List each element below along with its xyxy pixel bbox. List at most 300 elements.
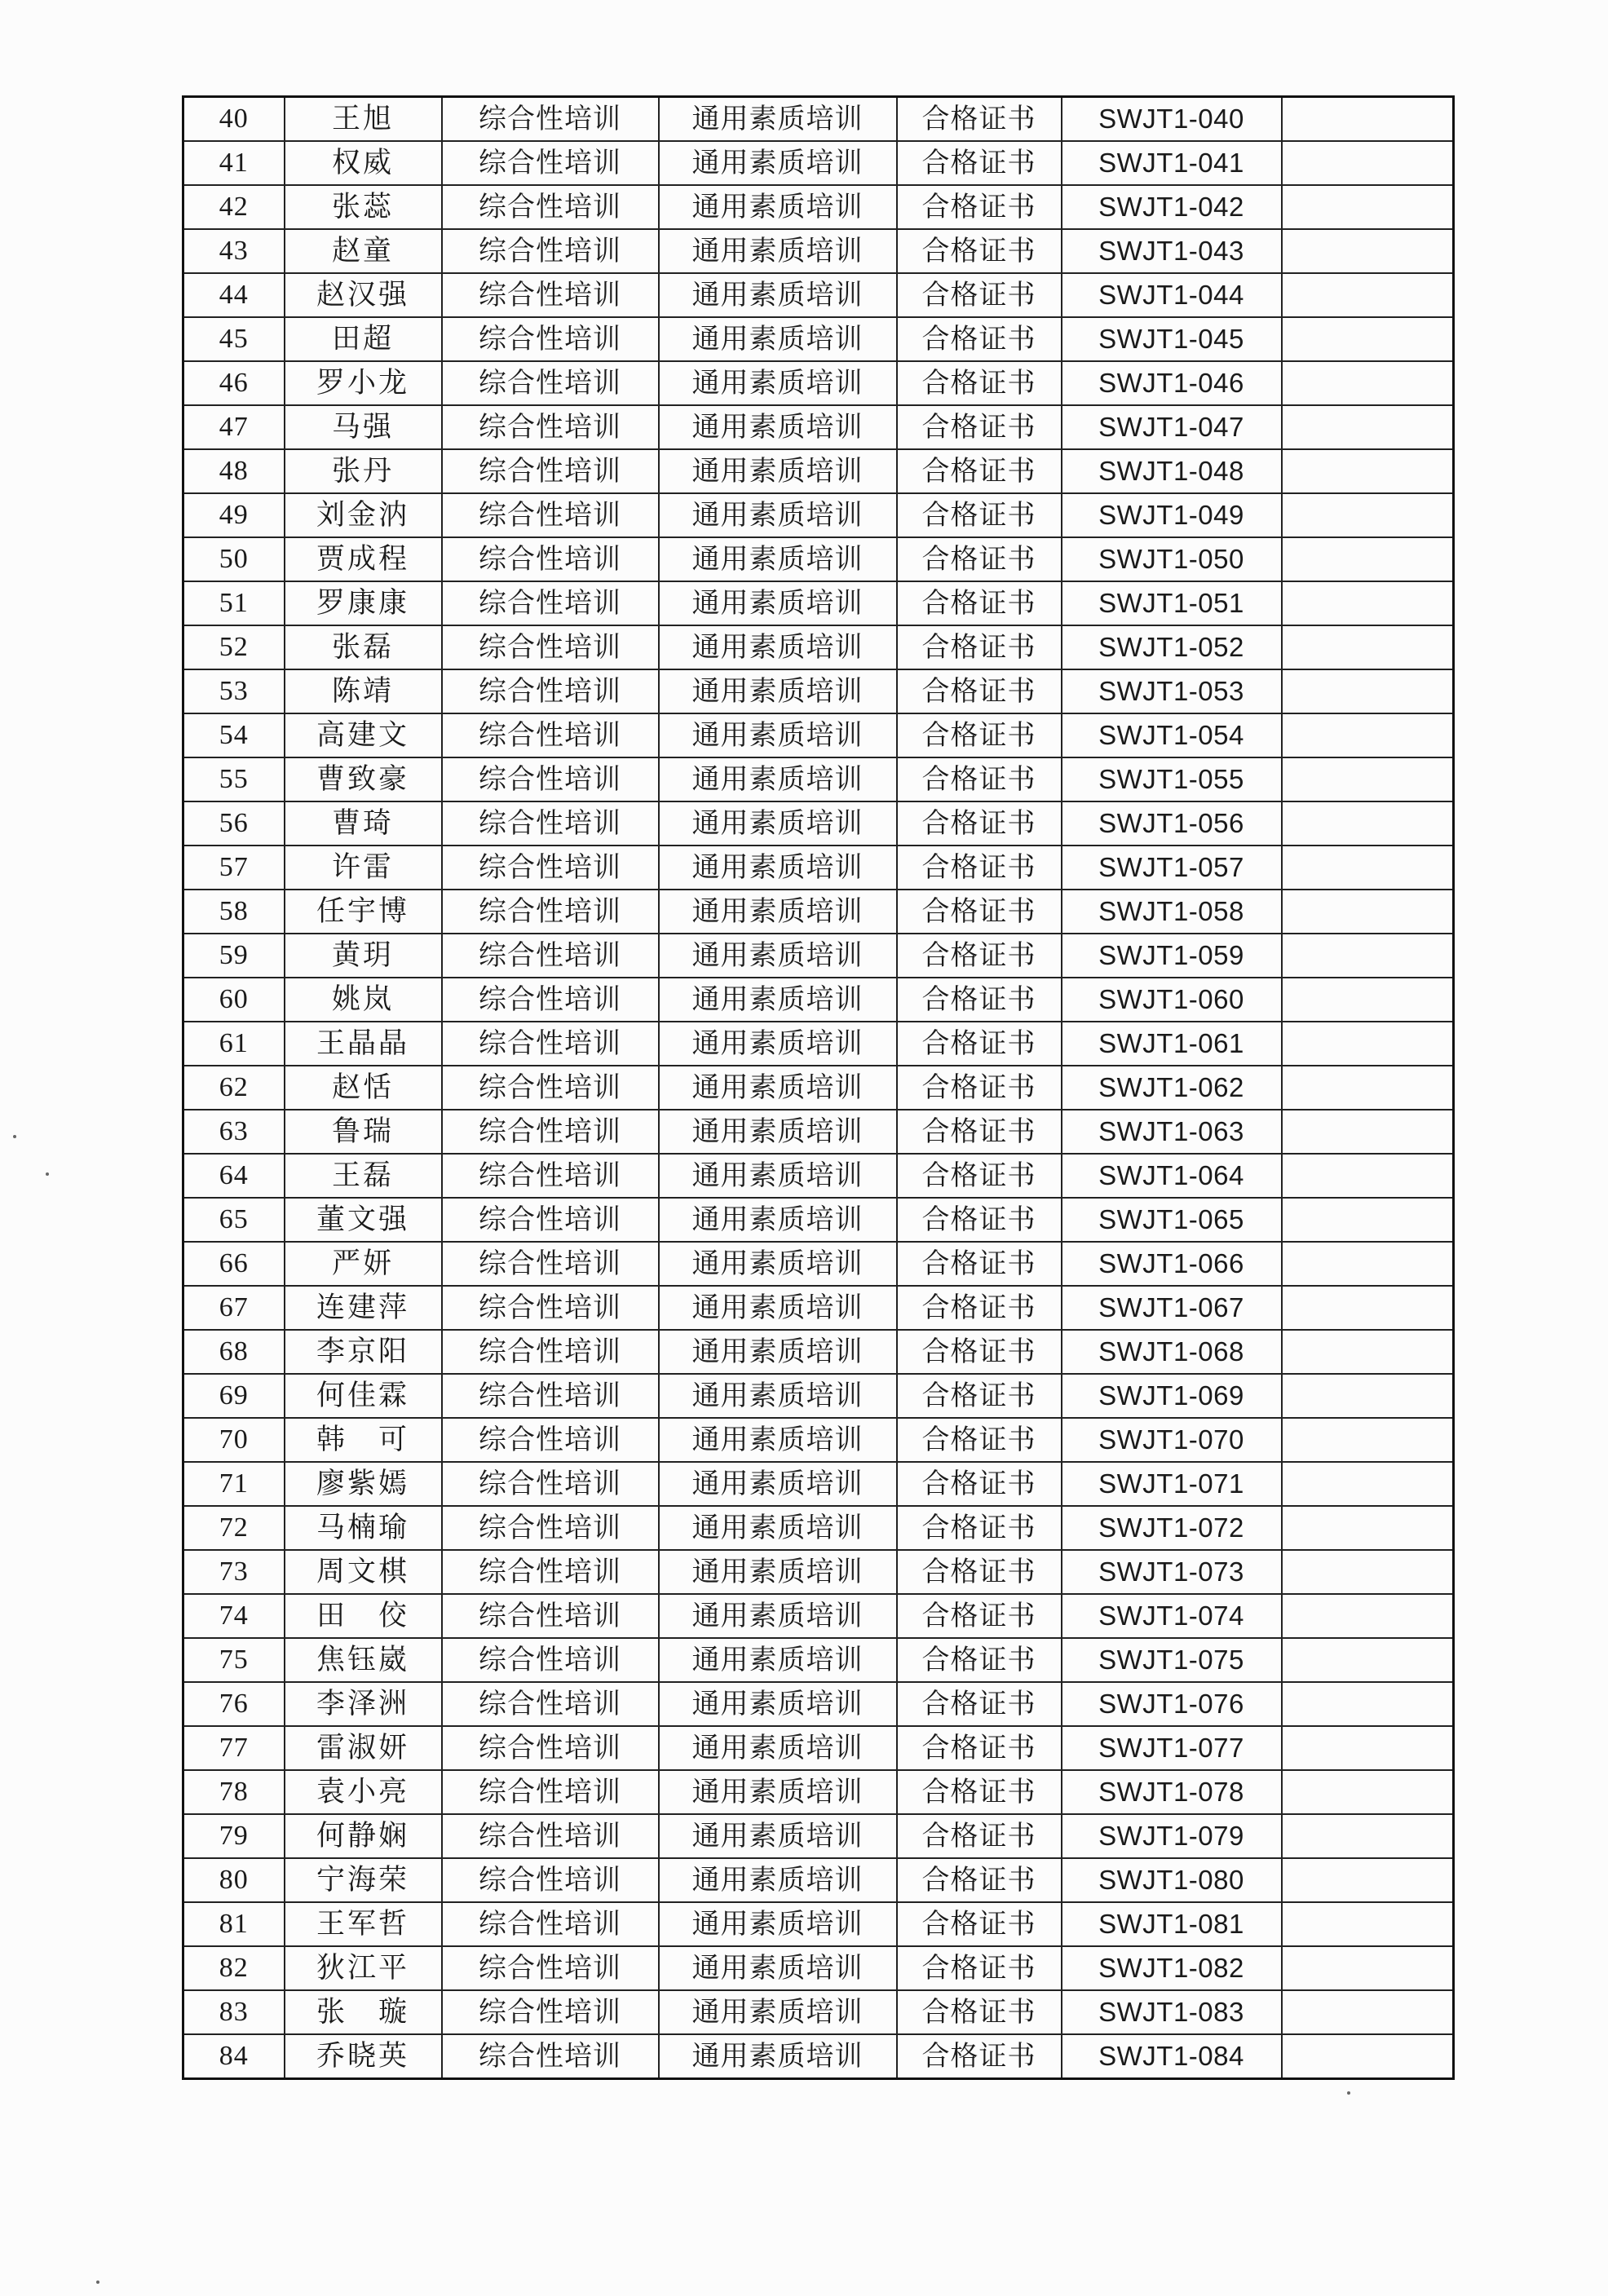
certificate-number-cell: SWJT1-080 — [1062, 1858, 1282, 1902]
table-row — [183, 669, 1454, 713]
certificate-type-cell: 合格证书 — [897, 185, 1062, 229]
certificate-number-cell: SWJT1-061 — [1062, 1022, 1282, 1066]
row-number-cell: 55 — [183, 757, 285, 801]
certificate-number-cell: SWJT1-059 — [1062, 934, 1282, 978]
training-type-cell: 综合性培训 — [442, 581, 659, 625]
training-type-cell: 综合性培训 — [442, 317, 659, 361]
certificate-type-cell: 合格证书 — [897, 1814, 1062, 1858]
remarks-cell — [1282, 2034, 1454, 2079]
training-type-cell: 综合性培训 — [442, 1110, 659, 1154]
certificate-type-cell: 合格证书 — [897, 669, 1062, 713]
training-type-cell: 综合性培训 — [442, 1418, 659, 1462]
training-type-cell: 综合性培训 — [442, 493, 659, 537]
certificate-type-cell: 合格证书 — [897, 1418, 1062, 1462]
certificate-type-cell: 合格证书 — [897, 1286, 1062, 1330]
table-row — [183, 1462, 1454, 1506]
training-category-cell: 通用素质培训 — [659, 1022, 897, 1066]
remarks-cell — [1282, 1638, 1454, 1682]
remarks-cell — [1282, 1550, 1454, 1594]
trainee-name-cell: 刘金汭 — [285, 493, 442, 537]
certificate-number-cell: SWJT1-047 — [1062, 405, 1282, 449]
table-row — [183, 757, 1454, 801]
trainee-name-cell: 黄玥 — [285, 934, 442, 978]
trainee-name-cell: 董文强 — [285, 1198, 442, 1242]
training-category-cell: 通用素质培训 — [659, 1726, 897, 1770]
table-row — [183, 1858, 1454, 1902]
remarks-cell — [1282, 141, 1454, 185]
trainee-name-cell: 周文棋 — [285, 1550, 442, 1594]
training-category-cell: 通用素质培训 — [659, 1770, 897, 1814]
trainee-name-cell: 何佳霖 — [285, 1374, 442, 1418]
remarks-cell — [1282, 1814, 1454, 1858]
certificate-type-cell: 合格证书 — [897, 713, 1062, 757]
row-number-cell: 52 — [183, 625, 285, 669]
table-row — [183, 1682, 1454, 1726]
table-row — [183, 846, 1454, 890]
remarks-cell — [1282, 978, 1454, 1022]
certificate-number-cell: SWJT1-063 — [1062, 1110, 1282, 1154]
trainee-name-cell: 连建萍 — [285, 1286, 442, 1330]
trainee-name-cell: 宁海荣 — [285, 1858, 442, 1902]
training-type-cell: 综合性培训 — [442, 1462, 659, 1506]
remarks-cell — [1282, 1198, 1454, 1242]
training-type-cell: 综合性培训 — [442, 1286, 659, 1330]
training-type-cell: 综合性培训 — [442, 1198, 659, 1242]
remarks-cell — [1282, 890, 1454, 934]
training-category-cell: 通用素质培训 — [659, 317, 897, 361]
trainee-name-cell: 赵汉强 — [285, 273, 442, 317]
remarks-cell — [1282, 185, 1454, 229]
table-row — [183, 141, 1454, 185]
training-type-cell: 综合性培训 — [442, 1550, 659, 1594]
row-number-cell: 46 — [183, 361, 285, 405]
certificate-number-cell: SWJT1-069 — [1062, 1374, 1282, 1418]
training-type-cell: 综合性培训 — [442, 361, 659, 405]
table-row — [183, 1154, 1454, 1198]
certificate-type-cell: 合格证书 — [897, 801, 1062, 846]
row-number-cell: 65 — [183, 1198, 285, 1242]
trainee-name-cell: 王磊 — [285, 1154, 442, 1198]
certificate-number-cell: SWJT1-067 — [1062, 1286, 1282, 1330]
table-row — [183, 449, 1454, 493]
training-category-cell: 通用素质培训 — [659, 581, 897, 625]
row-number-cell: 72 — [183, 1506, 285, 1550]
training-type-cell: 综合性培训 — [442, 1946, 659, 1990]
certificate-type-cell: 合格证书 — [897, 493, 1062, 537]
certificate-type-cell: 合格证书 — [897, 978, 1062, 1022]
trainee-name-cell: 何静娴 — [285, 1814, 442, 1858]
certificate-number-cell: SWJT1-041 — [1062, 141, 1282, 185]
trainee-name-cell: 李京阳 — [285, 1330, 442, 1374]
table-row — [183, 537, 1454, 581]
training-type-cell: 综合性培训 — [442, 1066, 659, 1110]
certificate-type-cell: 合格证书 — [897, 1462, 1062, 1506]
certificate-type-cell: 合格证书 — [897, 537, 1062, 581]
certificate-roster-table — [182, 95, 1455, 2080]
row-number-cell: 58 — [183, 890, 285, 934]
remarks-cell — [1282, 361, 1454, 405]
row-number-cell: 53 — [183, 669, 285, 713]
table-row — [183, 801, 1454, 846]
certificate-number-cell: SWJT1-045 — [1062, 317, 1282, 361]
certificate-number-cell: SWJT1-068 — [1062, 1330, 1282, 1374]
certificate-number-cell: SWJT1-060 — [1062, 978, 1282, 1022]
training-category-cell: 通用素质培训 — [659, 978, 897, 1022]
training-type-cell: 综合性培训 — [442, 1506, 659, 1550]
remarks-cell — [1282, 405, 1454, 449]
training-category-cell: 通用素质培训 — [659, 1594, 897, 1638]
certificate-type-cell: 合格证书 — [897, 97, 1062, 142]
table-row — [183, 1506, 1454, 1550]
row-number-cell: 61 — [183, 1022, 285, 1066]
table-row — [183, 978, 1454, 1022]
training-category-cell: 通用素质培训 — [659, 449, 897, 493]
remarks-cell — [1282, 1682, 1454, 1726]
table-row — [183, 1066, 1454, 1110]
certificate-type-cell: 合格证书 — [897, 1858, 1062, 1902]
certificate-type-cell: 合格证书 — [897, 1638, 1062, 1682]
training-category-cell: 通用素质培训 — [659, 1198, 897, 1242]
row-number-cell: 45 — [183, 317, 285, 361]
remarks-cell — [1282, 273, 1454, 317]
training-category-cell: 通用素质培训 — [659, 1550, 897, 1594]
row-number-cell: 56 — [183, 801, 285, 846]
table-row — [183, 273, 1454, 317]
remarks-cell — [1282, 801, 1454, 846]
training-type-cell: 综合性培训 — [442, 1594, 659, 1638]
training-type-cell: 综合性培训 — [442, 1902, 659, 1946]
certificate-type-cell: 合格证书 — [897, 405, 1062, 449]
row-number-cell: 60 — [183, 978, 285, 1022]
trainee-name-cell: 权威 — [285, 141, 442, 185]
training-type-cell: 综合性培训 — [442, 757, 659, 801]
training-type-cell: 综合性培训 — [442, 625, 659, 669]
training-type-cell: 综合性培训 — [442, 1638, 659, 1682]
remarks-cell — [1282, 97, 1454, 142]
certificate-type-cell: 合格证书 — [897, 141, 1062, 185]
training-type-cell: 综合性培训 — [442, 978, 659, 1022]
certificate-number-cell: SWJT1-052 — [1062, 625, 1282, 669]
remarks-cell — [1282, 317, 1454, 361]
row-number-cell: 49 — [183, 493, 285, 537]
trainee-name-cell: 赵童 — [285, 229, 442, 273]
training-category-cell: 通用素质培训 — [659, 1374, 897, 1418]
row-number-cell: 51 — [183, 581, 285, 625]
row-number-cell: 79 — [183, 1814, 285, 1858]
certificate-type-cell: 合格证书 — [897, 934, 1062, 978]
certificate-type-cell: 合格证书 — [897, 1374, 1062, 1418]
certificate-type-cell: 合格证书 — [897, 625, 1062, 669]
row-number-cell: 48 — [183, 449, 285, 493]
trainee-name-cell: 焦钰崴 — [285, 1638, 442, 1682]
remarks-cell — [1282, 1946, 1454, 1990]
training-category-cell: 通用素质培训 — [659, 1110, 897, 1154]
remarks-cell — [1282, 625, 1454, 669]
table-row — [183, 1726, 1454, 1770]
table-row — [183, 405, 1454, 449]
remarks-cell — [1282, 1330, 1454, 1374]
training-category-cell: 通用素质培训 — [659, 1506, 897, 1550]
training-type-cell: 综合性培训 — [442, 1726, 659, 1770]
certificate-number-cell: SWJT1-046 — [1062, 361, 1282, 405]
training-category-cell: 通用素质培训 — [659, 934, 897, 978]
certificate-type-cell: 合格证书 — [897, 1946, 1062, 1990]
scan-speck — [1347, 2091, 1350, 2095]
certificate-type-cell: 合格证书 — [897, 449, 1062, 493]
trainee-name-cell: 马楠瑜 — [285, 1506, 442, 1550]
row-number-cell: 47 — [183, 405, 285, 449]
remarks-cell — [1282, 757, 1454, 801]
table-row — [183, 229, 1454, 273]
training-category-cell: 通用素质培训 — [659, 1902, 897, 1946]
training-category-cell: 通用素质培训 — [659, 1242, 897, 1286]
remarks-cell — [1282, 1858, 1454, 1902]
remarks-cell — [1282, 493, 1454, 537]
remarks-cell — [1282, 1374, 1454, 1418]
training-category-cell: 通用素质培训 — [659, 846, 897, 890]
certificate-number-cell: SWJT1-075 — [1062, 1638, 1282, 1682]
table-row — [183, 1198, 1454, 1242]
table-row — [183, 1330, 1454, 1374]
certificate-type-cell: 合格证书 — [897, 1726, 1062, 1770]
trainee-name-cell: 王晶晶 — [285, 1022, 442, 1066]
remarks-cell — [1282, 229, 1454, 273]
table-row — [183, 1418, 1454, 1462]
certificate-number-cell: SWJT1-057 — [1062, 846, 1282, 890]
row-number-cell: 59 — [183, 934, 285, 978]
scan-speck — [13, 1135, 16, 1138]
row-number-cell: 50 — [183, 537, 285, 581]
certificate-type-cell: 合格证书 — [897, 1154, 1062, 1198]
training-category-cell: 通用素质培训 — [659, 1682, 897, 1726]
row-number-cell: 81 — [183, 1902, 285, 1946]
row-number-cell: 63 — [183, 1110, 285, 1154]
table-row — [183, 625, 1454, 669]
table-row — [183, 1110, 1454, 1154]
certificate-type-cell: 合格证书 — [897, 1506, 1062, 1550]
trainee-name-cell: 罗小龙 — [285, 361, 442, 405]
trainee-name-cell: 狄江平 — [285, 1946, 442, 1990]
trainee-name-cell: 严妍 — [285, 1242, 442, 1286]
table-row — [183, 713, 1454, 757]
trainee-name-cell: 姚岚 — [285, 978, 442, 1022]
training-category-cell: 通用素质培训 — [659, 1330, 897, 1374]
certificate-number-cell: SWJT1-053 — [1062, 669, 1282, 713]
trainee-name-cell: 任宇博 — [285, 890, 442, 934]
trainee-name-cell: 廖紫嫣 — [285, 1462, 442, 1506]
row-number-cell: 40 — [183, 97, 285, 142]
training-type-cell: 综合性培训 — [442, 449, 659, 493]
row-number-cell: 70 — [183, 1418, 285, 1462]
certificate-number-cell: SWJT1-054 — [1062, 713, 1282, 757]
trainee-name-cell: 马强 — [285, 405, 442, 449]
training-category-cell: 通用素质培训 — [659, 1638, 897, 1682]
certificate-number-cell: SWJT1-083 — [1062, 1990, 1282, 2034]
trainee-name-cell: 张 璇 — [285, 1990, 442, 2034]
row-number-cell: 80 — [183, 1858, 285, 1902]
trainee-name-cell: 陈靖 — [285, 669, 442, 713]
table-row — [183, 1242, 1454, 1286]
row-number-cell: 43 — [183, 229, 285, 273]
training-category-cell: 通用素质培训 — [659, 185, 897, 229]
certificate-type-cell: 合格证书 — [897, 1066, 1062, 1110]
scan-speck — [96, 2281, 99, 2284]
table-row — [183, 97, 1454, 142]
certificate-number-cell: SWJT1-082 — [1062, 1946, 1282, 1990]
roster-body — [183, 97, 1454, 2079]
certificate-number-cell: SWJT1-081 — [1062, 1902, 1282, 1946]
remarks-cell — [1282, 1726, 1454, 1770]
row-number-cell: 71 — [183, 1462, 285, 1506]
certificate-number-cell: SWJT1-042 — [1062, 185, 1282, 229]
training-category-cell: 通用素质培训 — [659, 361, 897, 405]
remarks-cell — [1282, 1594, 1454, 1638]
training-type-cell: 综合性培训 — [442, 97, 659, 142]
certificate-type-cell: 合格证书 — [897, 273, 1062, 317]
table-row — [183, 934, 1454, 978]
training-type-cell: 综合性培训 — [442, 1022, 659, 1066]
row-number-cell: 84 — [183, 2034, 285, 2079]
training-type-cell: 综合性培训 — [442, 1990, 659, 2034]
trainee-name-cell: 贾成程 — [285, 537, 442, 581]
certificate-type-cell: 合格证书 — [897, 1990, 1062, 2034]
certificate-number-cell: SWJT1-084 — [1062, 2034, 1282, 2079]
certificate-number-cell: SWJT1-074 — [1062, 1594, 1282, 1638]
training-type-cell: 综合性培训 — [442, 801, 659, 846]
certificate-type-cell: 合格证书 — [897, 1594, 1062, 1638]
table-row — [183, 1022, 1454, 1066]
training-type-cell: 综合性培训 — [442, 141, 659, 185]
remarks-cell — [1282, 846, 1454, 890]
row-number-cell: 69 — [183, 1374, 285, 1418]
trainee-name-cell: 田超 — [285, 317, 442, 361]
certificate-number-cell: SWJT1-056 — [1062, 801, 1282, 846]
trainee-name-cell: 曹琦 — [285, 801, 442, 846]
training-category-cell: 通用素质培训 — [659, 625, 897, 669]
row-number-cell: 64 — [183, 1154, 285, 1198]
remarks-cell — [1282, 713, 1454, 757]
certificate-number-cell: SWJT1-076 — [1062, 1682, 1282, 1726]
training-category-cell: 通用素质培训 — [659, 1154, 897, 1198]
certificate-number-cell: SWJT1-048 — [1062, 449, 1282, 493]
training-category-cell: 通用素质培训 — [659, 2034, 897, 2079]
certificate-type-cell: 合格证书 — [897, 890, 1062, 934]
trainee-name-cell: 王军哲 — [285, 1902, 442, 1946]
remarks-cell — [1282, 1902, 1454, 1946]
certificate-number-cell: SWJT1-044 — [1062, 273, 1282, 317]
trainee-name-cell: 袁小亮 — [285, 1770, 442, 1814]
trainee-name-cell: 曹致豪 — [285, 757, 442, 801]
training-type-cell: 综合性培训 — [442, 669, 659, 713]
remarks-cell — [1282, 537, 1454, 581]
trainee-name-cell: 罗康康 — [285, 581, 442, 625]
training-type-cell: 综合性培训 — [442, 713, 659, 757]
row-number-cell: 73 — [183, 1550, 285, 1594]
certificate-number-cell: SWJT1-064 — [1062, 1154, 1282, 1198]
table-row — [183, 493, 1454, 537]
training-type-cell: 综合性培训 — [442, 1770, 659, 1814]
training-type-cell: 综合性培训 — [442, 1374, 659, 1418]
remarks-cell — [1282, 1110, 1454, 1154]
training-type-cell: 综合性培训 — [442, 1154, 659, 1198]
table-row — [183, 1990, 1454, 2034]
certificate-number-cell: SWJT1-070 — [1062, 1418, 1282, 1462]
training-type-cell: 综合性培训 — [442, 537, 659, 581]
table-row — [183, 1638, 1454, 1682]
remarks-cell — [1282, 1154, 1454, 1198]
trainee-name-cell: 张蕊 — [285, 185, 442, 229]
trainee-name-cell: 雷淑妍 — [285, 1726, 442, 1770]
certificate-type-cell: 合格证书 — [897, 2034, 1062, 2079]
table-row — [183, 1902, 1454, 1946]
certificate-type-cell: 合格证书 — [897, 581, 1062, 625]
remarks-cell — [1282, 1462, 1454, 1506]
certificate-number-cell: SWJT1-055 — [1062, 757, 1282, 801]
table-row — [183, 890, 1454, 934]
table-row — [183, 1550, 1454, 1594]
table-row — [183, 1814, 1454, 1858]
row-number-cell: 83 — [183, 1990, 285, 2034]
trainee-name-cell: 张丹 — [285, 449, 442, 493]
remarks-cell — [1282, 1022, 1454, 1066]
certificate-type-cell: 合格证书 — [897, 229, 1062, 273]
table-row — [183, 1946, 1454, 1990]
row-number-cell: 44 — [183, 273, 285, 317]
table-row — [183, 2034, 1454, 2079]
training-category-cell: 通用素质培训 — [659, 1418, 897, 1462]
certificate-type-cell: 合格证书 — [897, 1330, 1062, 1374]
certificate-number-cell: SWJT1-078 — [1062, 1770, 1282, 1814]
remarks-cell — [1282, 934, 1454, 978]
row-number-cell: 62 — [183, 1066, 285, 1110]
certificate-type-cell: 合格证书 — [897, 317, 1062, 361]
training-category-cell: 通用素质培训 — [659, 1286, 897, 1330]
training-type-cell: 综合性培训 — [442, 405, 659, 449]
training-category-cell: 通用素质培训 — [659, 141, 897, 185]
row-number-cell: 68 — [183, 1330, 285, 1374]
training-category-cell: 通用素质培训 — [659, 1814, 897, 1858]
certificate-type-cell: 合格证书 — [897, 1770, 1062, 1814]
trainee-name-cell: 张磊 — [285, 625, 442, 669]
training-category-cell: 通用素质培训 — [659, 1990, 897, 2034]
row-number-cell: 54 — [183, 713, 285, 757]
training-type-cell: 综合性培训 — [442, 273, 659, 317]
row-number-cell: 57 — [183, 846, 285, 890]
certificate-number-cell: SWJT1-040 — [1062, 97, 1282, 142]
certificate-number-cell: SWJT1-050 — [1062, 537, 1282, 581]
certificate-number-cell: SWJT1-049 — [1062, 493, 1282, 537]
certificate-type-cell: 合格证书 — [897, 1682, 1062, 1726]
certificate-type-cell: 合格证书 — [897, 846, 1062, 890]
table-row — [183, 1286, 1454, 1330]
remarks-cell — [1282, 669, 1454, 713]
remarks-cell — [1282, 449, 1454, 493]
training-category-cell: 通用素质培训 — [659, 1462, 897, 1506]
trainee-name-cell: 许雷 — [285, 846, 442, 890]
remarks-cell — [1282, 1770, 1454, 1814]
certificate-type-cell: 合格证书 — [897, 1198, 1062, 1242]
trainee-name-cell: 田 佼 — [285, 1594, 442, 1638]
certificate-number-cell: SWJT1-079 — [1062, 1814, 1282, 1858]
certificate-number-cell: SWJT1-043 — [1062, 229, 1282, 273]
training-type-cell: 综合性培训 — [442, 229, 659, 273]
table-row — [183, 1594, 1454, 1638]
certificate-type-cell: 合格证书 — [897, 1110, 1062, 1154]
row-number-cell: 67 — [183, 1286, 285, 1330]
training-category-cell: 通用素质培训 — [659, 1066, 897, 1110]
row-number-cell: 82 — [183, 1946, 285, 1990]
training-category-cell: 通用素质培训 — [659, 669, 897, 713]
